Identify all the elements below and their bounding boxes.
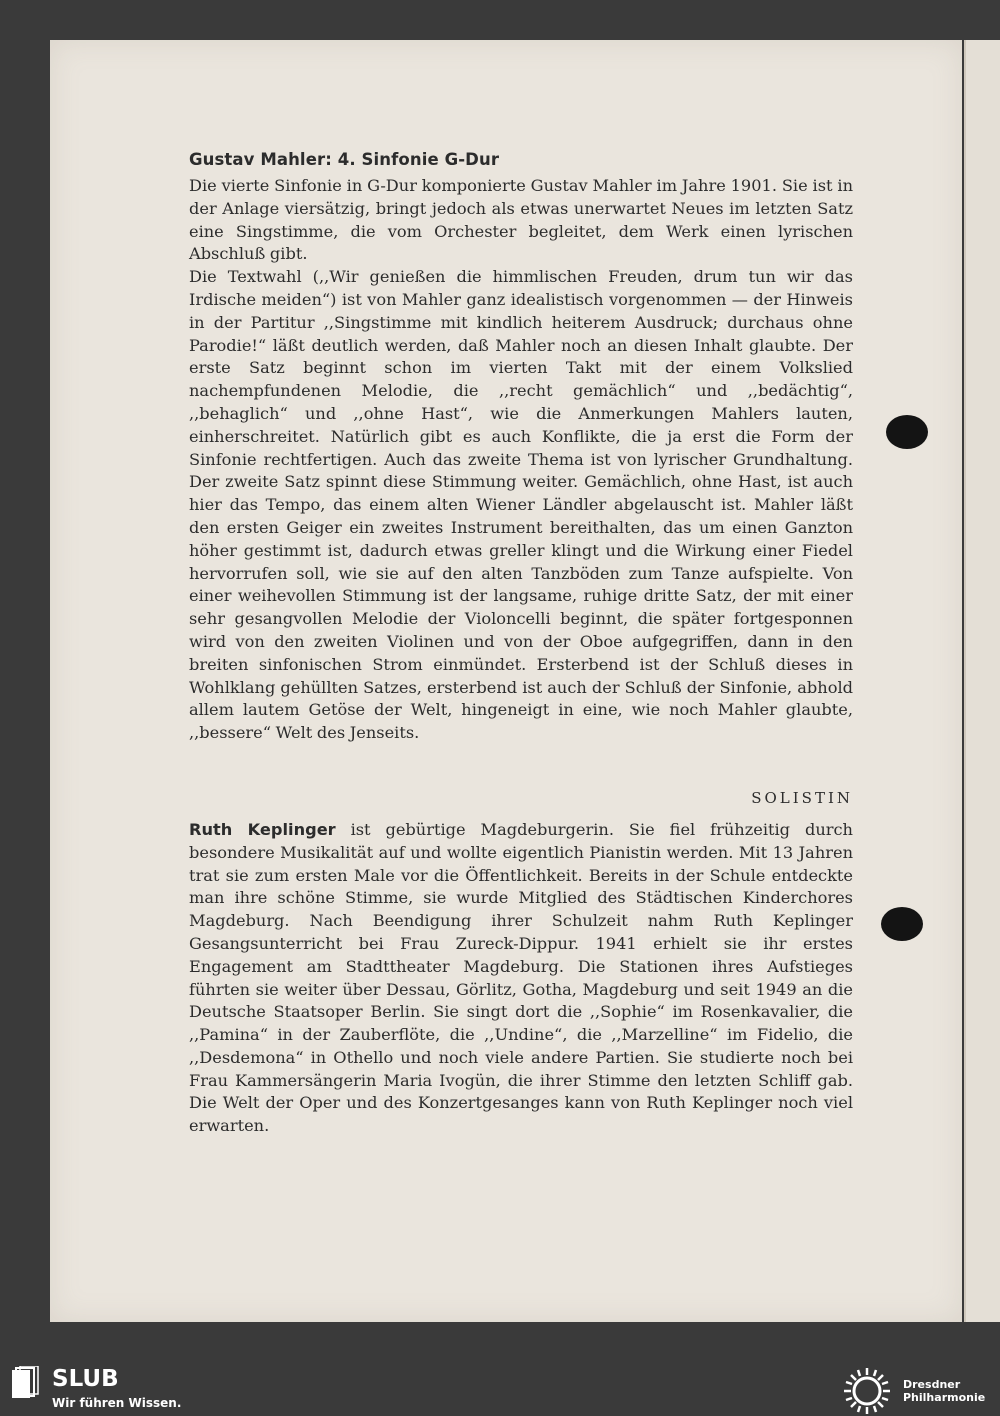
soloist-bio-text: ist gebürtige Magdeburgerin. Sie fiel frühzeitig durch besondere Musikalität auf und wollte eigentlich Pianistin werden. Mit 13 Jahren trat sie zum ersten Male vor die Öffentlichkeit. Bereits in der Schule entdeckte man ihre schöne Stimme, sie wurde Mitglied des Städtischen Kinderchores Magdeburg. Nach Beendigung ihrer Schulzeit nahm Ruth Keplinger Gesangsunterricht bei Frau Zureck-Dippur. 1941 erhielt sie ihr erstes Engagement am Stadttheater Magdeburg. Die Stationen ihres Aufstieges führten sie weiter über Dessau, Görlitz, Gotha, Magdeburg und seit 1949 an die Deutsche Staatsoper Berlin. Sie singt dort die ,,Sophie“ im Rosenkavalier, die ,,Pamina“ in der Zauberflöte, die ,,Undine“, die ,,Marzelline“ im Fidelio, die ,,Desdemona“ in Othello und noch viele andere Partien. Sie studierte noch bei Frau Kammersängerin Maria Ivogün, die ihrer Stimme den letzten Schliff gab. Die Welt der Oper und des Konzertgesanges kann von Ruth Keplinger noch viel erwarten.	[189, 819, 853, 1136]
article-content	[189, 150, 853, 1138]
viewer-footer	[0, 1358, 1000, 1413]
article-paragraph-2: Die Textwahl (,,Wir genießen die himmlischen Freuden, drum tun wir das Irdische meiden“) ist von Mahler ganz idealistisch vorgenommen — der Hinweis in der Partitur ,,Singstimme mit kindlich heiterem Ausdruck; durchaus ohne Parodie!“ läßt deutlich werden, daß Mahler noch an diesen Inhalt glaubte. Der erste Satz beginnt schon im vierten Takt mit der einem Volkslied nachempfundenen Melodie, die ,,recht gemächlich“ und ,,bedächtig“, ,,behaglich“ und ,,ohne Hast“, wie die Anmerkungen Mahlers lauten, einherschreitet. Natürlich gibt es auch Konflikte, die ja erst die Form der Sinfonie rechtfertigen. Auch das zweite Thema ist von lyrischer Grundhaltung. Der zweite Satz spinnt diese Stimmung weiter. Gemächlich, ohne Hast, ist auch hier das Tempo, das einem alten Wiener Ländler abgelauscht ist. Mahler läßt den ersten Geiger ein zweites Instrument bereithalten, das um einen Ganzton höher gestimmt ist, dadurch etwas greller klingt und die Wirkung einer Fiedel hervorrufen soll, wie sie auf den alten Tanzböden zum Tanze aufspielte. Von einer weihevollen Stimmung ist der langsame, ruhige dritte Satz, der mit einer sehr gesangvollen Melodie der Violoncelli beginnt, die später fortgesponnen wird von den zweiten Violinen und von der Oboe aufgegriffen, dann in den breiten sinfonischen Strom einmündet. Ersterbend ist der Schluß dieses in Wohlklang gehüllten Satzes, ersterbend ist auch der Schluß der Sinfonie, abhold allem lautem Getöse der Welt, hingeneigt in eine, wie noch Mahler glaubte, ,,bessere“ Welt des Jenseits.	[189, 267, 853, 743]
slub-name: SLUB	[52, 1366, 119, 1392]
article-heading: Gustav Mahler: 4. Sinfonie G-Dur	[189, 150, 500, 169]
soloist-biography	[189, 819, 853, 1138]
slub-tagline: Wir führen Wissen.	[52, 1396, 182, 1410]
soloist-name: Ruth Keplinger	[189, 819, 336, 839]
soloist-section-label: SOLISTIN	[751, 788, 853, 807]
next-page-edge	[964, 40, 1000, 1322]
philharmonie-line-2: Philharmonie	[903, 1391, 986, 1404]
article-paragraph-1: Die vierte Sinfonie in G-Dur komponierte Gustav Mahler im Jahre 1901. Sie ist in der Anlage viersätzig, bringt jedoch als etwas unerwartet Neues im letzten Satz eine Singstimme, die vom Orchester begleitet, dem Werk einen lyrischen Abschluß gibt.	[189, 176, 853, 264]
book-stack-icon	[10, 1366, 40, 1400]
punch-hole-lower	[881, 907, 923, 941]
punch-hole-upper	[886, 415, 928, 449]
philharmonie-line-1: Dresdner	[903, 1378, 961, 1391]
philharmonie-name	[903, 1378, 985, 1404]
sunburst-circle-icon	[842, 1366, 892, 1416]
